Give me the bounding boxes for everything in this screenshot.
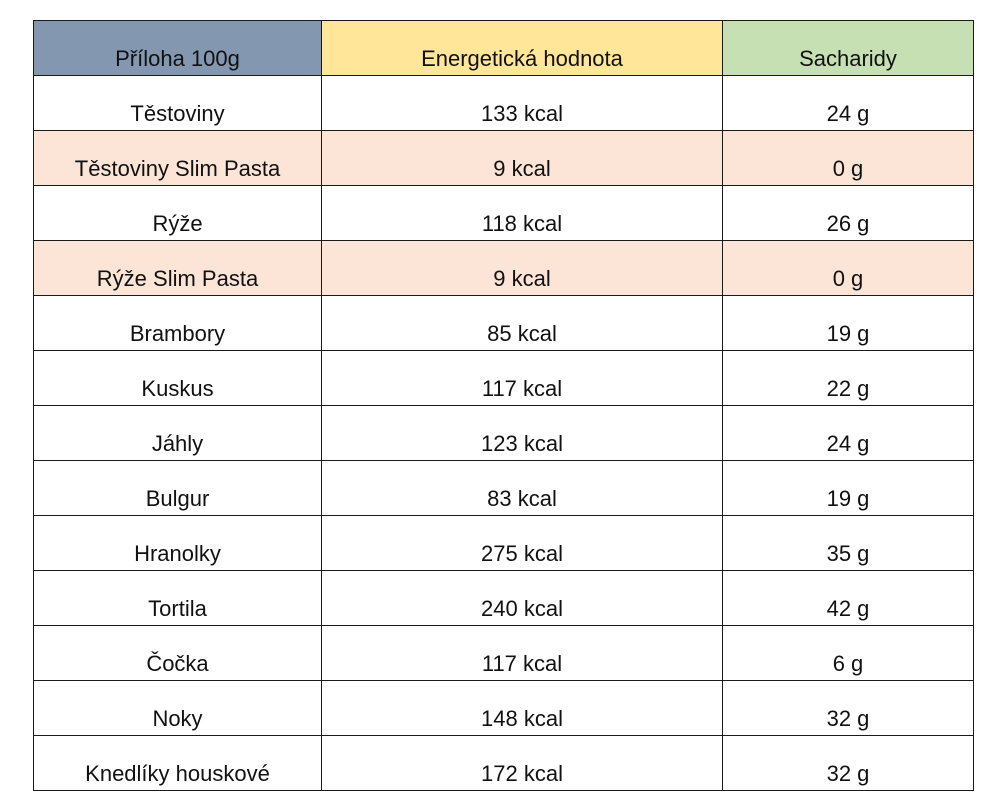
cell-side-dish: Tortila (34, 571, 322, 626)
header-energy: Energetická hodnota (322, 21, 723, 76)
header-side-dish: Příloha 100g (34, 21, 322, 76)
cell-energy: 148 kcal (322, 681, 723, 736)
cell-energy: 83 kcal (322, 461, 723, 516)
cell-side-dish: Kuskus (34, 351, 322, 406)
cell-side-dish: Brambory (34, 296, 322, 351)
cell-carbs: 0 g (723, 131, 974, 186)
cell-energy: 9 kcal (322, 241, 723, 296)
table-row (34, 241, 974, 296)
table-row (34, 516, 974, 571)
cell-energy: 9 kcal (322, 131, 723, 186)
cell-energy: 117 kcal (322, 351, 723, 406)
cell-side-dish: Knedlíky houskové (34, 736, 322, 791)
table-row (34, 186, 974, 241)
cell-energy: 172 kcal (322, 736, 723, 791)
cell-carbs: 24 g (723, 406, 974, 461)
cell-carbs: 24 g (723, 76, 974, 131)
cell-side-dish: Čočka (34, 626, 322, 681)
table-row (34, 681, 974, 736)
table-row (34, 76, 974, 131)
table-row (34, 461, 974, 516)
table-body (34, 76, 974, 791)
cell-energy: 240 kcal (322, 571, 723, 626)
cell-carbs: 19 g (723, 296, 974, 351)
table-row (34, 406, 974, 461)
cell-side-dish: Těstoviny Slim Pasta (34, 131, 322, 186)
cell-carbs: 32 g (723, 681, 974, 736)
cell-energy: 85 kcal (322, 296, 723, 351)
cell-carbs: 22 g (723, 351, 974, 406)
header-carbs: Sacharidy (723, 21, 974, 76)
cell-energy: 123 kcal (322, 406, 723, 461)
cell-side-dish: Noky (34, 681, 322, 736)
table-row (34, 571, 974, 626)
cell-carbs: 19 g (723, 461, 974, 516)
cell-carbs: 0 g (723, 241, 974, 296)
table-row (34, 296, 974, 351)
cell-carbs: 32 g (723, 736, 974, 791)
cell-side-dish: Hranolky (34, 516, 322, 571)
cell-carbs: 42 g (723, 571, 974, 626)
table-header-row (34, 21, 974, 76)
table-row (34, 736, 974, 791)
cell-energy: 275 kcal (322, 516, 723, 571)
cell-side-dish: Těstoviny (34, 76, 322, 131)
cell-carbs: 35 g (723, 516, 974, 571)
cell-side-dish: Rýže Slim Pasta (34, 241, 322, 296)
cell-side-dish: Jáhly (34, 406, 322, 461)
cell-carbs: 6 g (723, 626, 974, 681)
table-row (34, 626, 974, 681)
cell-side-dish: Bulgur (34, 461, 322, 516)
cell-energy: 118 kcal (322, 186, 723, 241)
cell-energy: 117 kcal (322, 626, 723, 681)
cell-carbs: 26 g (723, 186, 974, 241)
cell-side-dish: Rýže (34, 186, 322, 241)
table-row (34, 351, 974, 406)
cell-energy: 133 kcal (322, 76, 723, 131)
table-row (34, 131, 974, 186)
nutrition-table (33, 20, 974, 791)
